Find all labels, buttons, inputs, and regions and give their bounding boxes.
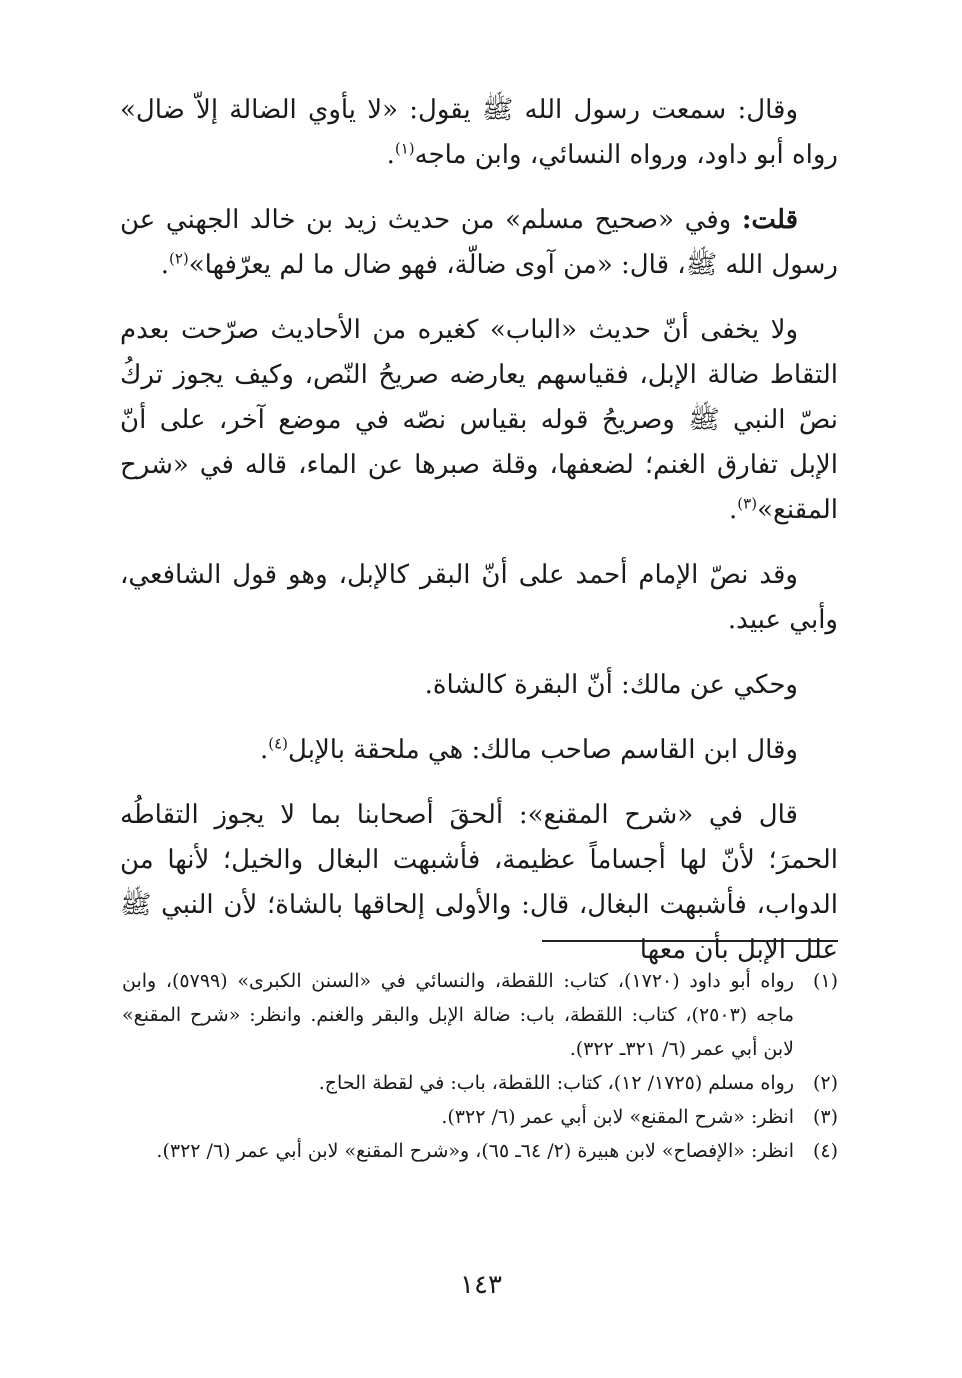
paragraph [120,553,838,643]
footnotes [122,964,838,1168]
footnote-reference[interactable]: (١) [394,139,415,158]
footnote [122,1134,838,1168]
footnote-number: (٣) [812,1106,838,1128]
paragraph [120,198,838,288]
paragraph [120,728,838,773]
paragraph-tail: . [386,140,395,170]
footnote-text: انظر: «الإفصاح» لابن هبيرة (٢/ ٦٤ـ ٦٥)، و«شرح المقنع» لابن أبي عمر (٦/ ٣٢٢). [156,1140,794,1162]
footnote-number: (٤) [812,1140,838,1162]
paragraph-text: وقال: سمعت رسول الله ﷺ يقول: «لا يأوي الضالة إلاّ ضال» رواه أبو داود، ورواه النسائي، وابن ماجه [120,95,838,170]
paragraph-text: ولا يخفى أنّ حديث «الباب» كغيره من الأحاديث صرّحت بعدم التقاط ضالة الإبل، فقياسهم يعارضه صريحُ النّص، وكيف يجوز تركُ نصّ النبي ﷺ وصريحُ قوله بقياس نصّه في موضع آخر، على أنّ الإبل تفارق الغنم؛ لضعفها، وقلة صبرها عن الماء، قاله في «شرح المقنع» [120,315,838,525]
footnote-text: رواه أبو داود (١٧٢٠)، كتاب: اللقطة، والنسائي في «السنن الكبرى» (٥٧٩٩)، وابن ماجه (٢٥٠٣)، كتاب: اللقطة، باب: ضالة الإبل والبقر والغنم. وانظر: «شرح المقنع» لابن أبي عمر (٦/ ٣٢١ـ ٣٢٢). [122,970,795,1060]
paragraph-lead: قلت: [741,205,798,235]
paragraph-tail: . [729,495,738,525]
footnote [122,1100,838,1134]
paragraph [120,793,838,973]
paragraph-text: وقال ابن القاسم صاحب مالك: هي ملحقة بالإبل [288,735,798,765]
footnote-text: رواه مسلم (١٧٢٥/ ١٢)، كتاب: اللقطة، باب: في لقطة الحاج. [318,1072,794,1094]
footnote-number: (١) [812,970,838,992]
paragraph [120,308,838,533]
footnote-text: انظر: «شرح المقنع» لابن أبي عمر (٦/ ٣٢٢). [441,1106,794,1128]
footnote-separator [542,940,838,942]
footnote [122,1066,838,1100]
footnote-reference[interactable]: (٤) [268,734,289,753]
paragraph-text: وقد نصّ الإمام أحمد على أنّ البقر كالإبل، وهو قول الشافعي، وأبي عبيد. [120,560,838,635]
paragraph-tail: . [160,250,169,280]
footnote-reference[interactable]: (٣) [737,494,758,513]
footnote-number: (٢) [812,1072,838,1094]
paragraph [120,663,838,708]
footnote [122,964,838,1066]
paragraph-text: وفي «صحيح مسلم» من حديث زيد بن خالد الجهني عن رسول الله ﷺ، قال: «من آوى ضالّة، فهو ضال ما لم يعرّفها» [120,205,838,280]
page-number: ١٤٣ [460,1270,502,1300]
paragraph-text: وحكي عن مالك: أنّ البقرة كالشاة. [424,670,798,700]
paragraph-text: قال في «شرح المقنع»: ألحقَ أصحابنا بما لا يجوز التقاطُه الحمرَ؛ لأنّ لها أجساماً عظيمة، فأشبهت البغال والخيل؛ لأنها من الدواب، فأشبهت البغال، قال: والأولى إلحاقها بالشاة؛ لأن النبي ﷺ علل الإبل بأن معها [120,800,838,965]
main-text [120,88,838,993]
paragraph-tail: . [259,735,269,765]
paragraph [120,88,838,178]
footnote-reference[interactable]: (٢) [168,249,189,268]
